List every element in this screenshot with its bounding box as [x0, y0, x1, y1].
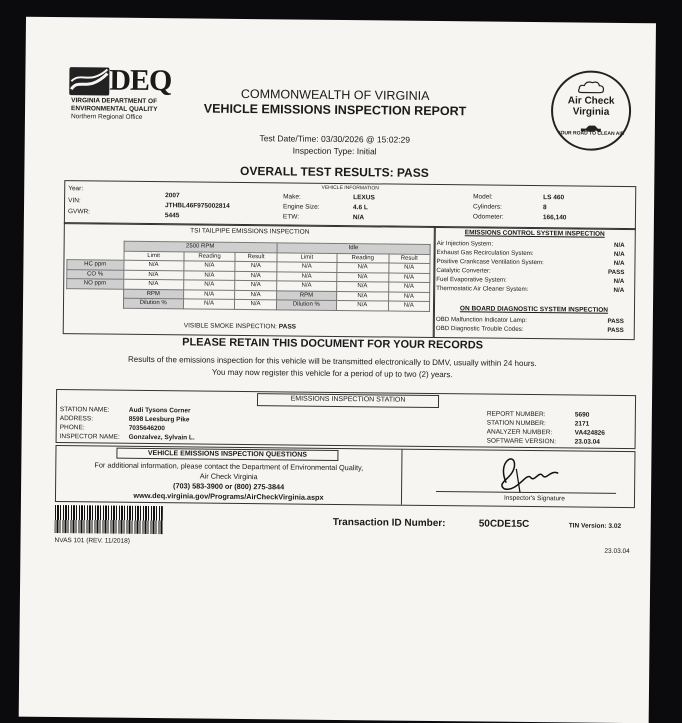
col-limit: Limit [277, 252, 337, 262]
deq-mark: DEQ [109, 63, 172, 98]
cell: N/A [123, 260, 183, 270]
vehicle-info-label: VEHICLE INFORMATION [321, 184, 379, 192]
cell: N/A [276, 281, 336, 291]
inspection-report-paper [19, 17, 656, 723]
questions-box [55, 445, 636, 508]
register-notice: You may now register this vehicle for a period of up to two (2) years. [211, 367, 453, 379]
cell: N/A [337, 291, 389, 301]
deq-dept-line2: ENVIRONMENTAL QUALITY [71, 104, 158, 113]
item-label: Thermostatic Air Cleaner System: [436, 285, 529, 293]
signature-label: Inspector's Signature [503, 494, 565, 503]
questions-title: VEHICLE EMISSIONS INSPECTION QUESTIONS [116, 448, 338, 461]
gvwr-label: GVWR: [67, 208, 91, 216]
aircheck-line2: Virginia [572, 105, 610, 118]
emissions-control-box [433, 226, 636, 340]
contact-line: For additional information, please contact the Department of Environmental Quality, [94, 460, 364, 473]
cell: N/A [235, 280, 277, 290]
deq-office: Northern Regional Office [70, 113, 143, 121]
analyzer-number: VA424826 [574, 429, 605, 437]
row-label: HC ppm [67, 260, 124, 270]
vin-label: VIN: [68, 197, 81, 205]
cell: N/A [235, 299, 277, 309]
ecs-title: EMISSIONS CONTROL SYSTEM INSPECTION [464, 229, 605, 238]
item-value: N/A [613, 241, 625, 249]
engine-label: Engine Size: [283, 203, 320, 211]
inspection-type: Inspection Type: Initial [292, 145, 377, 157]
inspector-label: INSPECTOR NAME: [59, 433, 120, 441]
cell: N/A [388, 292, 430, 302]
smoke-label: VISIBLE SMOKE INSPECTION: [183, 322, 278, 331]
col-limit: Limit [123, 251, 183, 261]
item-value: N/A [613, 250, 625, 258]
list-item [436, 324, 630, 335]
item-label: Positive Crankcase Ventilation System: [436, 258, 544, 267]
aircheck-name: Air Check Virginia [199, 471, 258, 481]
dilution-label: Dilution % [123, 298, 183, 308]
station-name-label: STATION NAME: [59, 406, 110, 414]
transaction-id: 50CDE15C [478, 518, 530, 530]
transaction-label: Transaction ID Number: [332, 516, 446, 530]
cell: N/A [337, 272, 389, 282]
etw-value: N/A [352, 214, 365, 222]
item-label: OBD Diagnostic Trouble Codes: [435, 325, 524, 333]
item-value: PASS [607, 268, 625, 276]
dilution-label: Dilution % [276, 300, 336, 310]
odometer-value: 166,140 [542, 214, 567, 222]
item-label: Catalytic Converter: [436, 267, 491, 275]
item-value: N/A [613, 277, 625, 285]
address-value: 8598 Leesburg Pike [128, 415, 190, 424]
model-value: LS 460 [543, 194, 565, 202]
cell: N/A [184, 270, 236, 280]
contact-url[interactable]: www.deq.virginia.gov/Programs/AirCheckVirginia.aspx [133, 490, 324, 502]
form-number: NVAS 101 (REV. 11/2018) [54, 537, 130, 545]
col-reading: Reading [184, 251, 236, 261]
make-value: LEXUS [353, 194, 375, 202]
make-label: Make: [283, 193, 301, 201]
item-value: N/A [613, 286, 625, 294]
col-result: Result [235, 252, 277, 262]
cell: N/A [123, 279, 183, 289]
report-number-label: REPORT NUMBER: [486, 410, 546, 419]
test-datetime: Test Date/Time: 03/30/2026 @ 15:02:29 [259, 133, 411, 145]
software-version: 23.03.04 [574, 438, 600, 446]
dmv-notice: Results of the emissions inspection for this vehicle will be transmitted electronically to DMV, usually within 24 hours. [127, 354, 537, 369]
cell: N/A [388, 282, 430, 292]
etw-label: ETW: [282, 213, 300, 221]
cell: N/A [183, 289, 235, 299]
rpm-label: RPM [276, 290, 336, 300]
footer-version: 23.03.04 [604, 547, 630, 556]
ecs-list [436, 239, 631, 295]
year-value: 2007 [165, 192, 180, 200]
phone-value: 7035646200 [128, 424, 165, 433]
cell: N/A [183, 280, 235, 290]
aircheck-virginia-logo [551, 70, 632, 151]
cell: N/A [388, 273, 430, 283]
col-result: Result [388, 254, 430, 264]
tailpipe-table [66, 240, 431, 311]
rpm-label: RPM [123, 289, 183, 299]
phone-label: PHONE: [59, 424, 85, 432]
deq-wave-icon [69, 67, 109, 95]
idle-group-header: Idle [277, 243, 430, 254]
aircheck-line1: Air Check [567, 95, 615, 107]
tailpipe-inspection-box [63, 222, 436, 338]
cell: N/A [184, 261, 236, 271]
cell: N/A [337, 262, 389, 272]
deq-dept-line1: VIRGINIA DEPARTMENT OF [71, 97, 158, 106]
station-number: 2171 [574, 420, 590, 428]
row-label: CO % [67, 269, 124, 279]
tin-version: TIN Version: 3.02 [568, 522, 622, 530]
inspection-station-box [56, 389, 637, 449]
cell: N/A [235, 261, 277, 271]
analyzer-label: ANALYZER NUMBER: [486, 428, 553, 437]
inspector-name: Gonzalvez, Sylvain L. [128, 433, 195, 442]
cell: N/A [277, 262, 337, 272]
odometer-label: Odometer: [472, 213, 504, 221]
tailpipe-title: TSI TAILPIPE EMISSIONS INSPECTION [190, 227, 310, 236]
barcode [55, 505, 163, 534]
item-value: PASS [607, 326, 624, 334]
vin-value: JTHBL46F975002814 [165, 202, 230, 210]
cell: N/A [336, 300, 388, 310]
cell: N/A [123, 270, 183, 280]
address-label: ADDRESS: [59, 415, 94, 423]
software-version-label: SOFTWARE VERSION: [486, 437, 557, 446]
gvwr-value: 5445 [164, 212, 180, 220]
item-value: PASS [607, 317, 624, 325]
header-report-title: VEHICLE EMISSIONS INSPECTION REPORT [203, 101, 467, 119]
aircheck-motto: YOUR ROAD TO CLEAN AIR [557, 130, 625, 137]
report-number: 5690 [574, 411, 590, 419]
station-title: EMISSIONS INSPECTION STATION [257, 393, 439, 408]
station-number-label: STATION NUMBER: [486, 419, 546, 428]
cell: N/A [276, 271, 336, 281]
cell: N/A [235, 290, 277, 300]
cell: N/A [183, 299, 235, 309]
item-label: OBD Malfunction Indicator Lamp: [435, 316, 528, 324]
contact-phone: (703) 583-3900 or (800) 275-3844 [172, 480, 285, 492]
cylinders-value: 8 [543, 204, 547, 212]
cell: N/A [388, 263, 430, 273]
item-value: N/A [613, 259, 625, 267]
col-reading: Reading [337, 253, 389, 263]
obd-list [436, 315, 630, 335]
smoke-result: PASS [278, 323, 297, 331]
year-label: Year: [68, 185, 84, 193]
cylinders-label: Cylinders: [473, 203, 502, 211]
header-commonwealth: COMMONWEALTH OF VIRGINIA [240, 86, 430, 103]
rpm-group-header: 2500 RPM [124, 241, 277, 252]
overall-result: OVERALL TEST RESULTS: PASS [239, 163, 429, 180]
station-name: Audi Tysons Corner [128, 406, 191, 415]
cell: N/A [235, 271, 277, 281]
item-label: Fuel Evaporative System: [436, 276, 507, 284]
model-label: Model: [473, 193, 493, 201]
item-label: Exhaust Gas Recirculation System: [436, 249, 534, 258]
engine-value: 4.6 L [352, 204, 368, 212]
retain-notice: PLEASE RETAIN THIS DOCUMENT FOR YOUR RECORDS [182, 336, 484, 352]
list-item [436, 284, 630, 295]
item-label: Air Injection System: [436, 240, 494, 248]
cell: N/A [388, 301, 430, 311]
row-label: NO ppm [67, 279, 124, 289]
cell: N/A [337, 281, 389, 291]
obd-title: ON BOARD DIAGNOSTIC SYSTEM INSPECTION [459, 305, 609, 314]
